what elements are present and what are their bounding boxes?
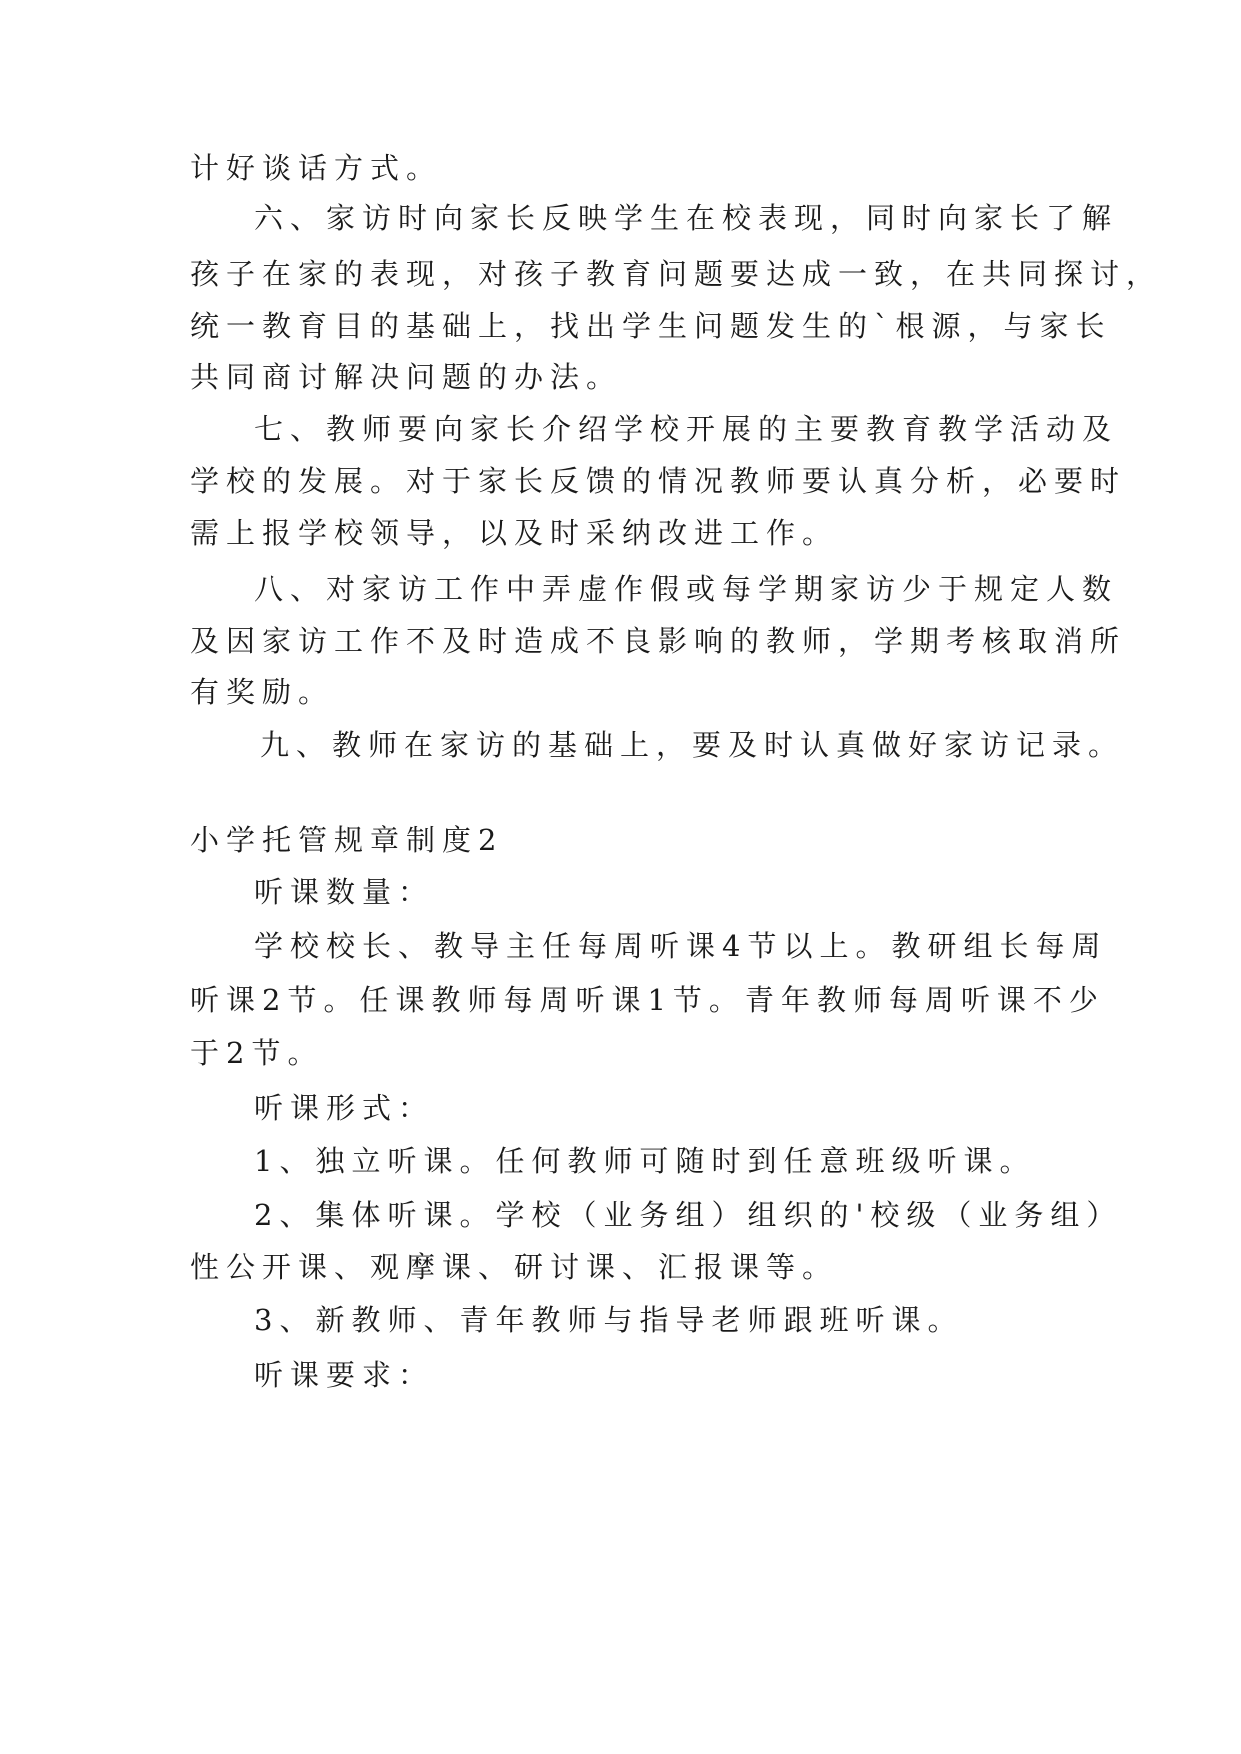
- paragraph-line: 六、家访时向家长反映学生在校表现，同时向家长了解: [254, 201, 1119, 235]
- paragraph-line: 共同商讨解决问题的办法。: [190, 360, 623, 394]
- list-item: 2、集体听课。学校（业务组）组织的'校级（业务组）: [254, 1198, 1123, 1232]
- paragraph-line: 八、对家访工作中弄虚作假或每学期家访少于规定人数: [254, 572, 1119, 606]
- section-title: 小学托管规章制度2: [190, 823, 504, 857]
- paragraph-line: 七、教师要向家长介绍学校开展的主要教育教学活动及: [254, 412, 1119, 446]
- paragraph-line: 于2节。: [190, 1036, 324, 1070]
- paragraph-line: 九、教师在家访的基础上，要及时认真做好家访记录。: [260, 728, 1125, 762]
- paragraph-line: 需上报学校领导，以及时采纳改进工作。: [190, 516, 839, 550]
- paragraph-line: 性公开课、观摩课、研讨课、汇报课等。: [190, 1250, 839, 1284]
- paragraph-line: 计好谈话方式。: [190, 151, 443, 185]
- subheading: 听课要求：: [254, 1358, 435, 1392]
- paragraph-line: 学校校长、教导主任每周听课4节以上。教研组长每周: [254, 929, 1108, 963]
- paragraph-line: 有奖励。: [190, 675, 335, 709]
- list-item: 3、新教师、青年教师与指导老师跟班听课。: [254, 1303, 964, 1337]
- paragraph-line: 学校的发展。对于家长反馈的情况教师要认真分析，必要时: [190, 464, 1127, 498]
- paragraph-line: 孩子在家的表现，对孩子教育问题要达成一致，在共同探讨，: [190, 257, 1163, 291]
- paragraph-line: 及因家访工作不及时造成不良影响的教师，学期考核取消所: [190, 624, 1127, 658]
- subheading: 听课数量：: [254, 875, 435, 909]
- paragraph-line: 听课2节。任课教师每周听课1节。青年教师每周听课不少: [190, 983, 1105, 1017]
- list-item: 1、独立听课。任何教师可随时到任意班级听课。: [254, 1144, 1036, 1178]
- paragraph-line: 统一教育目的基础上，找出学生问题发生的`根源，与家长: [190, 309, 1112, 343]
- subheading: 听课形式：: [254, 1091, 435, 1125]
